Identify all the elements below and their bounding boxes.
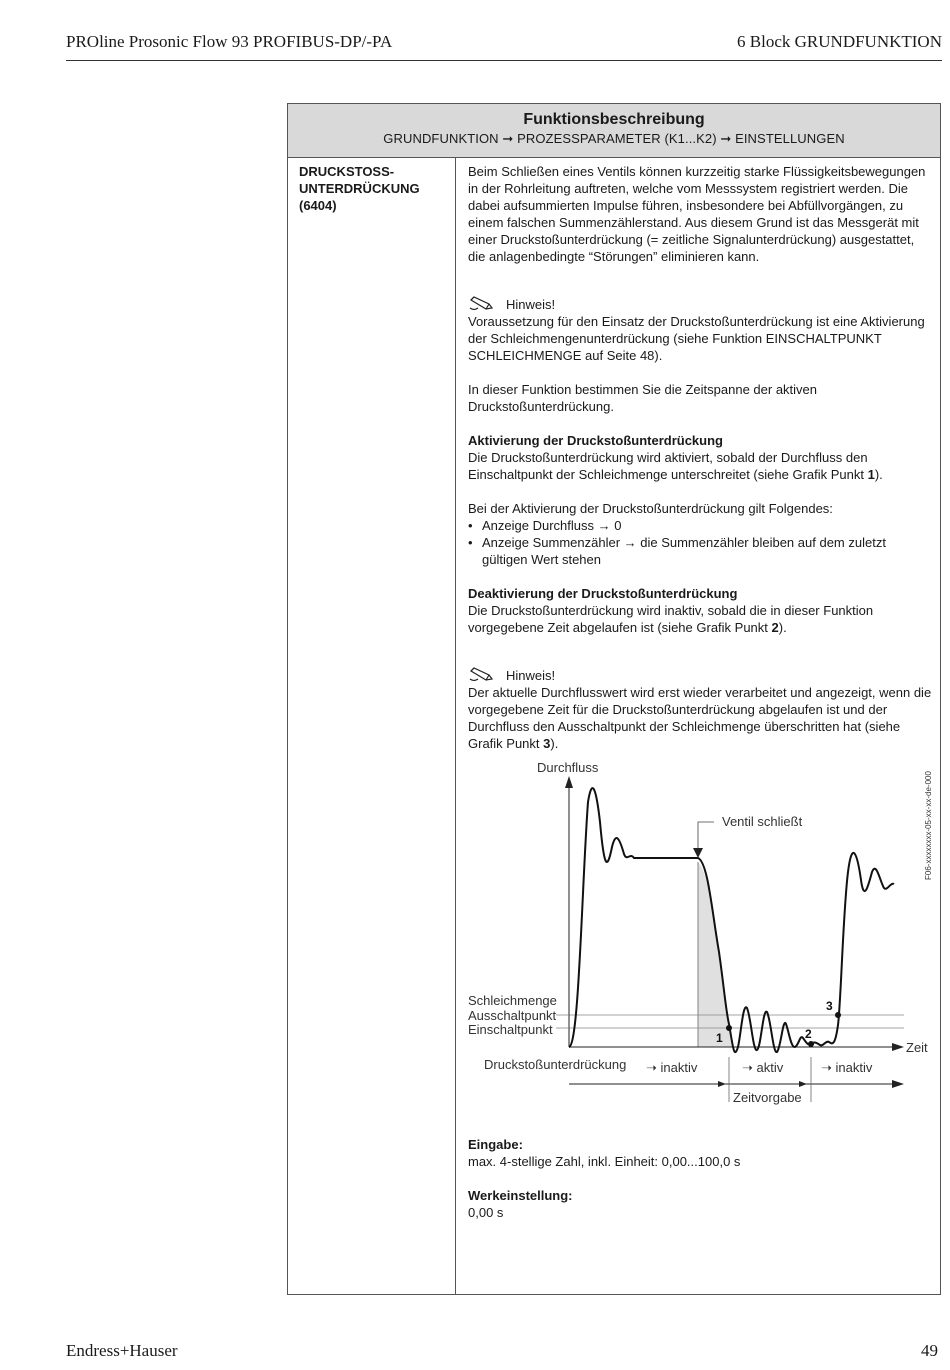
- point-ref-3: 3: [543, 736, 551, 751]
- activation-text: Die Druckstoßunterdrückung wird aktiviert, sobald der Durchfluss den Einschaltpunkt der Schleichmenge unterschreitet (siehe Grafik Punkt 1).: [468, 450, 883, 482]
- x-axis-arrow: [892, 1043, 904, 1051]
- level-label-schleichmenge: Schleichmenge: [468, 993, 557, 1008]
- pencil-note-icon: [468, 667, 496, 684]
- level-label-einschaltpunkt: Einschaltpunkt: [468, 1022, 553, 1037]
- menu-path: GRUNDFUNKTION ➞ PROZESSPARAMETER (K1...K2) ➞ EINSTELLUNGEN: [383, 131, 845, 146]
- input-label: Eingabe:: [468, 1137, 523, 1152]
- state-aktiv: ➝ aktiv: [742, 1060, 784, 1075]
- list-item: • Anzeige Durchfluss → 0: [468, 517, 934, 534]
- point-label-3: 3: [826, 999, 833, 1013]
- default-value: 0,00 s: [468, 1205, 504, 1220]
- note-1-text: Voraussetzung für den Einsatz der Druckstoßunterdrückung ist eine Aktivierung der Schleichmengenunterdrückung (siehe Funktion EINSCHALTPUNKT SCHLEICHMENGE auf Seite 48).: [468, 314, 925, 363]
- timeline-arrow-end: [892, 1080, 904, 1088]
- function-table: [287, 103, 941, 1295]
- pencil-note-icon: [468, 296, 496, 313]
- header-document-title: PROline Prosonic Flow 93 PROFIBUS-DP/-PA: [66, 32, 393, 51]
- figure-id: F06-xxxxxxxx-05-xx-xx-de-000: [924, 771, 933, 880]
- valve-arrow: [693, 848, 703, 858]
- pressure-shock-diagram: [468, 762, 934, 1122]
- intro-paragraph: Beim Schließen eines Ventils können kurzzeitig starke Flüssigkeitsbewegungen in der Rohrleitung auftreten, welche vom Messsystem registriert werden. Die dabei aufsummierten Impulse führen, insbesondere bei Abfüllvorgängen, zu einem falschen Summenzählerstand. Aus diesem Grund ist das Messgerät mit einer Druckstoßunterdrückung (= zeitliche Signalunterdrückung) ausgestattet, die anlagenbedingte “Störungen” eliminieren kann.: [468, 164, 926, 264]
- timeline-arrow-1: [718, 1081, 726, 1087]
- activation-heading: Aktivierung der Druckstoßunterdrückung: [468, 433, 723, 448]
- point-label-2: 2: [805, 1027, 812, 1041]
- point-marker-3: [835, 1012, 841, 1018]
- note-1-label: Hinweis!: [506, 297, 556, 312]
- header-rule: [66, 60, 942, 61]
- function-description: [468, 163, 934, 1221]
- list-item: • Anzeige Summenzähler → die Summenzähler bleiben auf dem zuletzt gültigen Wert stehen: [468, 534, 934, 568]
- point-marker-2: [808, 1041, 814, 1047]
- note-2-label: Hinweis!: [506, 668, 556, 683]
- footer-brand: Endress+Hauser: [66, 1341, 178, 1360]
- function-name-line: UNTERDRÜCKUNG: [299, 181, 420, 196]
- note-2: [468, 667, 934, 752]
- point-marker-1: [726, 1025, 732, 1031]
- point-ref-2: 2: [771, 620, 779, 635]
- function-name: [299, 163, 449, 214]
- activation-list-intro: Bei der Aktivierung der Druckstoßunterdrückung gilt Folgendes:: [468, 501, 833, 516]
- time-span-label: Zeitvorgabe: [733, 1090, 802, 1105]
- point-label-1: 1: [716, 1031, 723, 1045]
- timeline-arrow-2: [799, 1081, 807, 1087]
- column-divider: [455, 157, 456, 1294]
- level-label-ausschaltpunkt: Ausschaltpunkt: [468, 1008, 557, 1023]
- table-title: Funktionsbeschreibung: [523, 111, 705, 128]
- x-axis-label: Zeit: [906, 1040, 928, 1055]
- default-label: Werkeinstellung:: [468, 1188, 573, 1203]
- deactivation-heading: Deaktivierung der Druckstoßunterdrückung: [468, 586, 738, 601]
- activation-list: [468, 517, 934, 568]
- point-ref-1: 1: [867, 467, 875, 482]
- state-inaktiv-1: ➝ inaktiv: [646, 1060, 698, 1075]
- valve-label: Ventil schließt: [722, 814, 803, 829]
- y-axis-arrow: [565, 776, 573, 788]
- note-1: [468, 296, 934, 364]
- y-axis-label: Durchfluss: [537, 762, 599, 775]
- table-header: [288, 104, 940, 158]
- diagram-svg: [464, 762, 944, 1132]
- function-name-line: DRUCKSTOSS-: [299, 164, 395, 179]
- header-chapter-title: 6 Block GRUNDFUNKTION: [737, 32, 942, 51]
- deactivation-text: Die Druckstoßunterdrückung wird inaktiv, sobald die in dieser Funktion vorgegebene Zeit abgelaufen ist (siehe Grafik Punkt 2).: [468, 603, 874, 635]
- page-number: 49: [921, 1341, 938, 1360]
- shaded-region: [698, 862, 732, 1047]
- duration-paragraph: In dieser Funktion bestimmen Sie die Zeitspanne der aktiven Druckstoßunterdrückung.: [468, 382, 818, 414]
- input-text: max. 4-stellige Zahl, inkl. Einheit: 0,00...100,0 s: [468, 1154, 741, 1169]
- state-inaktiv-2: ➝ inaktiv: [821, 1060, 873, 1075]
- state-row-label: Druckstoßunterdrückung: [484, 1057, 627, 1072]
- note-2-text: Der aktuelle Durchflusswert wird erst wieder verarbeitet und angezeigt, wenn die vorgegebene Zeit für die Druckstoßunterdrückung abgelaufen ist und der Durchfluss den Ausschaltpunkt der Schleichmenge überschritten hat (siehe Grafik Punkt 3).: [468, 685, 932, 751]
- function-name-line: (6404): [299, 198, 337, 213]
